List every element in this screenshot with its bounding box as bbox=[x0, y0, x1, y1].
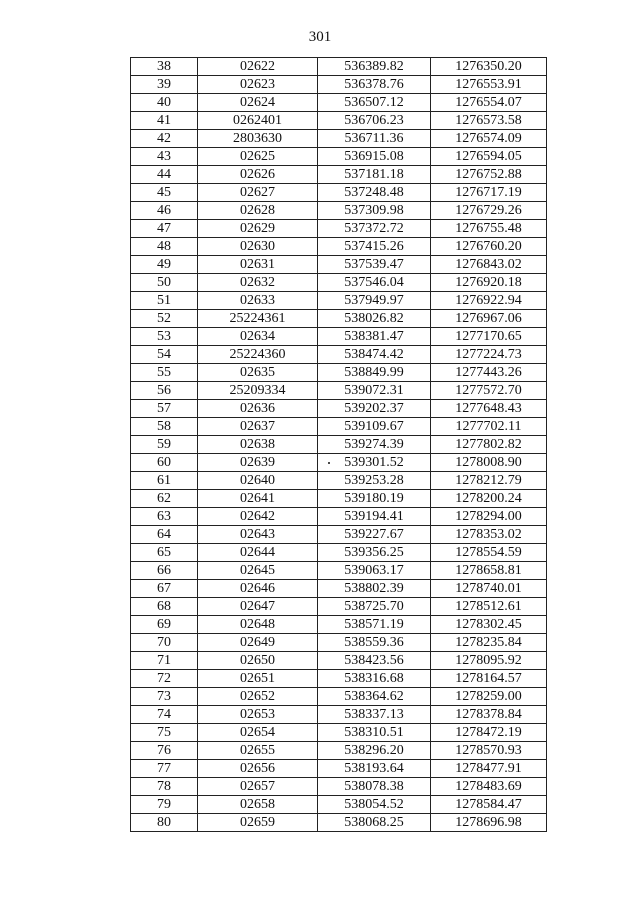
table-row bbox=[131, 58, 547, 76]
point-id-cell: 02631 bbox=[198, 256, 318, 274]
point-number-cell: 72 bbox=[131, 670, 198, 688]
y-coordinate-cell: 1276920.18 bbox=[431, 274, 547, 292]
y-coordinate-cell: 1276574.09 bbox=[431, 130, 547, 148]
point-number-cell: 63 bbox=[131, 508, 198, 526]
x-coordinate-cell: 538802.39 bbox=[318, 580, 431, 598]
y-coordinate-cell: 1278294.00 bbox=[431, 508, 547, 526]
point-id-cell: 02622 bbox=[198, 58, 318, 76]
table-row bbox=[131, 472, 547, 490]
point-number-cell: 65 bbox=[131, 544, 198, 562]
point-number-cell: 38 bbox=[131, 58, 198, 76]
x-coordinate-cell: 536706.23 bbox=[318, 112, 431, 130]
y-coordinate-cell: 1276922.94 bbox=[431, 292, 547, 310]
point-id-cell: 02623 bbox=[198, 76, 318, 94]
x-coordinate-cell: 539072.31 bbox=[318, 382, 431, 400]
x-coordinate-cell: 539109.67 bbox=[318, 418, 431, 436]
point-id-cell: 02627 bbox=[198, 184, 318, 202]
y-coordinate-cell: 1278200.24 bbox=[431, 490, 547, 508]
table-row bbox=[131, 454, 547, 472]
table-row bbox=[131, 544, 547, 562]
table-row bbox=[131, 490, 547, 508]
table-row bbox=[131, 184, 547, 202]
table-row bbox=[131, 526, 547, 544]
table-row bbox=[131, 400, 547, 418]
y-coordinate-cell: 1277572.70 bbox=[431, 382, 547, 400]
table-row bbox=[131, 238, 547, 256]
x-coordinate-cell: 537248.48 bbox=[318, 184, 431, 202]
point-id-cell: 02634 bbox=[198, 328, 318, 346]
table-row bbox=[131, 814, 547, 832]
point-number-cell: 61 bbox=[131, 472, 198, 490]
table-row bbox=[131, 508, 547, 526]
point-number-cell: 54 bbox=[131, 346, 198, 364]
x-coordinate-cell: 536378.76 bbox=[318, 76, 431, 94]
y-coordinate-cell: 1278554.59 bbox=[431, 544, 547, 562]
y-coordinate-cell: 1276967.06 bbox=[431, 310, 547, 328]
scan-speck bbox=[328, 462, 330, 464]
point-number-cell: 75 bbox=[131, 724, 198, 742]
point-id-cell: 02644 bbox=[198, 544, 318, 562]
page-number: 301 bbox=[308, 29, 332, 45]
y-coordinate-cell: 1278235.84 bbox=[431, 634, 547, 652]
x-coordinate-cell: 539301.52 bbox=[318, 454, 431, 472]
table-row bbox=[131, 112, 547, 130]
point-number-cell: 67 bbox=[131, 580, 198, 598]
y-coordinate-cell: 1276573.58 bbox=[431, 112, 547, 130]
table-row bbox=[131, 274, 547, 292]
x-coordinate-cell: 536507.12 bbox=[318, 94, 431, 112]
point-number-cell: 39 bbox=[131, 76, 198, 94]
point-id-cell: 02659 bbox=[198, 814, 318, 832]
y-coordinate-cell: 1276843.02 bbox=[431, 256, 547, 274]
y-coordinate-cell: 1277170.65 bbox=[431, 328, 547, 346]
point-id-cell: 02647 bbox=[198, 598, 318, 616]
point-id-cell: 25224361 bbox=[198, 310, 318, 328]
y-coordinate-cell: 1276752.88 bbox=[431, 166, 547, 184]
point-number-cell: 56 bbox=[131, 382, 198, 400]
point-number-cell: 55 bbox=[131, 364, 198, 382]
x-coordinate-cell: 539194.41 bbox=[318, 508, 431, 526]
point-id-cell: 02628 bbox=[198, 202, 318, 220]
x-coordinate-cell: 538559.36 bbox=[318, 634, 431, 652]
point-number-cell: 60 bbox=[131, 454, 198, 472]
point-id-cell: 02655 bbox=[198, 742, 318, 760]
x-coordinate-cell: 537949.97 bbox=[318, 292, 431, 310]
table-row bbox=[131, 616, 547, 634]
x-coordinate-cell: 536915.08 bbox=[318, 148, 431, 166]
point-id-cell: 02656 bbox=[198, 760, 318, 778]
point-id-cell: 0262401 bbox=[198, 112, 318, 130]
y-coordinate-cell: 1276350.20 bbox=[431, 58, 547, 76]
y-coordinate-cell: 1277224.73 bbox=[431, 346, 547, 364]
x-coordinate-cell: 538193.64 bbox=[318, 760, 431, 778]
point-number-cell: 46 bbox=[131, 202, 198, 220]
table-row bbox=[131, 130, 547, 148]
y-coordinate-cell: 1277648.43 bbox=[431, 400, 547, 418]
table-row bbox=[131, 382, 547, 400]
point-id-cell: 02649 bbox=[198, 634, 318, 652]
y-coordinate-cell: 1276760.20 bbox=[431, 238, 547, 256]
point-id-cell: 02625 bbox=[198, 148, 318, 166]
y-coordinate-cell: 1278512.61 bbox=[431, 598, 547, 616]
point-id-cell: 02639 bbox=[198, 454, 318, 472]
table-row bbox=[131, 94, 547, 112]
point-id-cell: 02635 bbox=[198, 364, 318, 382]
x-coordinate-cell: 536711.36 bbox=[318, 130, 431, 148]
table-row bbox=[131, 436, 547, 454]
point-id-cell: 25209334 bbox=[198, 382, 318, 400]
point-number-cell: 51 bbox=[131, 292, 198, 310]
y-coordinate-cell: 1278477.91 bbox=[431, 760, 547, 778]
x-coordinate-cell: 539202.37 bbox=[318, 400, 431, 418]
x-coordinate-cell: 537546.04 bbox=[318, 274, 431, 292]
point-id-cell: 02640 bbox=[198, 472, 318, 490]
x-coordinate-cell: 538310.51 bbox=[318, 724, 431, 742]
point-id-cell: 02651 bbox=[198, 670, 318, 688]
point-number-cell: 78 bbox=[131, 778, 198, 796]
y-coordinate-cell: 1278302.45 bbox=[431, 616, 547, 634]
point-id-cell: 02654 bbox=[198, 724, 318, 742]
table-row bbox=[131, 562, 547, 580]
y-coordinate-cell: 1277443.26 bbox=[431, 364, 547, 382]
x-coordinate-cell: 538725.70 bbox=[318, 598, 431, 616]
x-coordinate-cell: 538296.20 bbox=[318, 742, 431, 760]
y-coordinate-cell: 1278353.02 bbox=[431, 526, 547, 544]
point-id-cell: 02642 bbox=[198, 508, 318, 526]
point-id-cell: 02641 bbox=[198, 490, 318, 508]
x-coordinate-cell: 538026.82 bbox=[318, 310, 431, 328]
x-coordinate-cell: 537415.26 bbox=[318, 238, 431, 256]
x-coordinate-cell: 538364.62 bbox=[318, 688, 431, 706]
table-row bbox=[131, 706, 547, 724]
point-id-cell: 02648 bbox=[198, 616, 318, 634]
x-coordinate-cell: 538381.47 bbox=[318, 328, 431, 346]
table-row bbox=[131, 364, 547, 382]
y-coordinate-cell: 1278259.00 bbox=[431, 688, 547, 706]
table-row bbox=[131, 580, 547, 598]
point-number-cell: 62 bbox=[131, 490, 198, 508]
x-coordinate-cell: 539253.28 bbox=[318, 472, 431, 490]
y-coordinate-cell: 1278472.19 bbox=[431, 724, 547, 742]
y-coordinate-cell: 1278740.01 bbox=[431, 580, 547, 598]
y-coordinate-cell: 1276717.19 bbox=[431, 184, 547, 202]
table-row bbox=[131, 220, 547, 238]
point-number-cell: 45 bbox=[131, 184, 198, 202]
point-number-cell: 50 bbox=[131, 274, 198, 292]
point-number-cell: 52 bbox=[131, 310, 198, 328]
y-coordinate-cell: 1277802.82 bbox=[431, 436, 547, 454]
point-id-cell: 02630 bbox=[198, 238, 318, 256]
point-number-cell: 43 bbox=[131, 148, 198, 166]
table-row bbox=[131, 346, 547, 364]
point-number-cell: 49 bbox=[131, 256, 198, 274]
x-coordinate-cell: 538849.99 bbox=[318, 364, 431, 382]
y-coordinate-cell: 1278008.90 bbox=[431, 454, 547, 472]
point-id-cell: 02636 bbox=[198, 400, 318, 418]
table-row bbox=[131, 166, 547, 184]
x-coordinate-cell: 539180.19 bbox=[318, 490, 431, 508]
table-row bbox=[131, 256, 547, 274]
point-id-cell: 02650 bbox=[198, 652, 318, 670]
point-id-cell: 02637 bbox=[198, 418, 318, 436]
table-row bbox=[131, 796, 547, 814]
x-coordinate-cell: 539356.25 bbox=[318, 544, 431, 562]
point-id-cell: 02658 bbox=[198, 796, 318, 814]
point-id-cell: 02643 bbox=[198, 526, 318, 544]
point-number-cell: 80 bbox=[131, 814, 198, 832]
x-coordinate-cell: 538054.52 bbox=[318, 796, 431, 814]
table-row bbox=[131, 310, 547, 328]
x-coordinate-cell: 539274.39 bbox=[318, 436, 431, 454]
point-number-cell: 66 bbox=[131, 562, 198, 580]
y-coordinate-cell: 1278212.79 bbox=[431, 472, 547, 490]
point-id-cell: 02626 bbox=[198, 166, 318, 184]
point-id-cell: 02645 bbox=[198, 562, 318, 580]
point-number-cell: 68 bbox=[131, 598, 198, 616]
y-coordinate-cell: 1278696.98 bbox=[431, 814, 547, 832]
table-row bbox=[131, 598, 547, 616]
coordinates-table bbox=[130, 57, 547, 832]
point-number-cell: 79 bbox=[131, 796, 198, 814]
table-row bbox=[131, 742, 547, 760]
point-id-cell: 02638 bbox=[198, 436, 318, 454]
x-coordinate-cell: 537539.47 bbox=[318, 256, 431, 274]
table-row bbox=[131, 202, 547, 220]
point-number-cell: 73 bbox=[131, 688, 198, 706]
y-coordinate-cell: 1276554.07 bbox=[431, 94, 547, 112]
point-number-cell: 74 bbox=[131, 706, 198, 724]
table-row bbox=[131, 760, 547, 778]
table-row bbox=[131, 652, 547, 670]
table-row bbox=[131, 76, 547, 94]
point-number-cell: 40 bbox=[131, 94, 198, 112]
y-coordinate-cell: 1276729.26 bbox=[431, 202, 547, 220]
point-number-cell: 42 bbox=[131, 130, 198, 148]
x-coordinate-cell: 538078.38 bbox=[318, 778, 431, 796]
point-number-cell: 70 bbox=[131, 634, 198, 652]
x-coordinate-cell: 536389.82 bbox=[318, 58, 431, 76]
table-row bbox=[131, 328, 547, 346]
point-number-cell: 53 bbox=[131, 328, 198, 346]
point-id-cell: 02632 bbox=[198, 274, 318, 292]
point-number-cell: 59 bbox=[131, 436, 198, 454]
y-coordinate-cell: 1277702.11 bbox=[431, 418, 547, 436]
point-number-cell: 44 bbox=[131, 166, 198, 184]
point-number-cell: 57 bbox=[131, 400, 198, 418]
point-number-cell: 41 bbox=[131, 112, 198, 130]
x-coordinate-cell: 538474.42 bbox=[318, 346, 431, 364]
point-number-cell: 77 bbox=[131, 760, 198, 778]
point-id-cell: 02629 bbox=[198, 220, 318, 238]
point-number-cell: 69 bbox=[131, 616, 198, 634]
y-coordinate-cell: 1276553.91 bbox=[431, 76, 547, 94]
table-row bbox=[131, 148, 547, 166]
point-id-cell: 25224360 bbox=[198, 346, 318, 364]
point-number-cell: 48 bbox=[131, 238, 198, 256]
x-coordinate-cell: 539227.67 bbox=[318, 526, 431, 544]
table-row bbox=[131, 418, 547, 436]
y-coordinate-cell: 1278658.81 bbox=[431, 562, 547, 580]
table-row bbox=[131, 292, 547, 310]
x-coordinate-cell: 538068.25 bbox=[318, 814, 431, 832]
table-row bbox=[131, 634, 547, 652]
point-number-cell: 58 bbox=[131, 418, 198, 436]
table-row bbox=[131, 670, 547, 688]
x-coordinate-cell: 538337.13 bbox=[318, 706, 431, 724]
y-coordinate-cell: 1278570.93 bbox=[431, 742, 547, 760]
point-id-cell: 02646 bbox=[198, 580, 318, 598]
point-id-cell: 02624 bbox=[198, 94, 318, 112]
x-coordinate-cell: 537309.98 bbox=[318, 202, 431, 220]
point-number-cell: 64 bbox=[131, 526, 198, 544]
x-coordinate-cell: 538571.19 bbox=[318, 616, 431, 634]
point-id-cell: 02653 bbox=[198, 706, 318, 724]
y-coordinate-cell: 1278164.57 bbox=[431, 670, 547, 688]
x-coordinate-cell: 539063.17 bbox=[318, 562, 431, 580]
point-number-cell: 76 bbox=[131, 742, 198, 760]
y-coordinate-cell: 1276594.05 bbox=[431, 148, 547, 166]
table-row bbox=[131, 724, 547, 742]
point-number-cell: 47 bbox=[131, 220, 198, 238]
point-id-cell: 02633 bbox=[198, 292, 318, 310]
x-coordinate-cell: 538316.68 bbox=[318, 670, 431, 688]
y-coordinate-cell: 1278584.47 bbox=[431, 796, 547, 814]
point-id-cell: 02652 bbox=[198, 688, 318, 706]
point-id-cell: 2803630 bbox=[198, 130, 318, 148]
coordinates-table-body bbox=[131, 58, 547, 832]
y-coordinate-cell: 1278483.69 bbox=[431, 778, 547, 796]
y-coordinate-cell: 1276755.48 bbox=[431, 220, 547, 238]
y-coordinate-cell: 1278378.84 bbox=[431, 706, 547, 724]
x-coordinate-cell: 537372.72 bbox=[318, 220, 431, 238]
x-coordinate-cell: 538423.56 bbox=[318, 652, 431, 670]
point-number-cell: 71 bbox=[131, 652, 198, 670]
point-id-cell: 02657 bbox=[198, 778, 318, 796]
table-row bbox=[131, 778, 547, 796]
table-row bbox=[131, 688, 547, 706]
y-coordinate-cell: 1278095.92 bbox=[431, 652, 547, 670]
x-coordinate-cell: 537181.18 bbox=[318, 166, 431, 184]
